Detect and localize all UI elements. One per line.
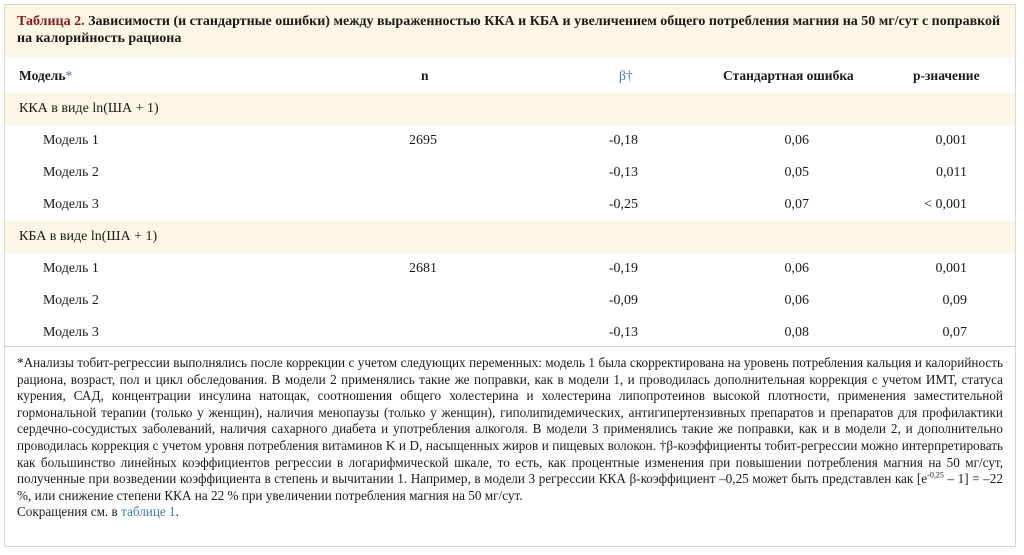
cell-beta: -0,13	[608, 165, 638, 180]
column-header-model	[19, 68, 72, 84]
cell-beta: -0,13	[608, 325, 638, 340]
footnote-divider	[5, 346, 1015, 347]
group-label: ККА в виде ln(ША + 1)	[19, 101, 159, 116]
group-row-kba	[5, 221, 1015, 253]
cell-p-value: < 0,001	[924, 197, 967, 212]
table-row	[5, 253, 1015, 285]
footnote-main	[17, 355, 1003, 504]
cell-n: 2695	[409, 133, 437, 148]
table-row	[5, 125, 1015, 157]
footnote-marker-dagger[interactable]: †	[625, 68, 633, 83]
cell-model: Модель 3	[43, 197, 99, 212]
group-label: КБА в виде ln(ША + 1)	[19, 229, 158, 244]
abbreviations-suffix: .	[175, 504, 179, 520]
footnote-text: *Анализы тобит-регрессии выполнялись после коррекции с учетом следующих переменных: модель 1 была скорректирована на уровень потребления кальция и калорийность рациона, возраст, пол и цикл обследования. В модели 2 применялись такие же поправки, как в модели 1, и проводилась дополнительная коррекция с учетом ИМТ, статуса курения, САД, концентрации инсулина натощак, соотношения общего холестерина и холестерина липопротеинов высокой плотности, применения заместительной гормональной терапии (только у женщин), наличия менопаузы (только у женщин), гиполипидемических, антигипертензивных препаратов и препаратов для профилактики сердечно-сосудистых заболеваний, наличия сахарного диабета и употребления алкоголя. В модели 3 применялись такие же поправки, как и в модели 2, и дополнительно проводилась коррекция с учетом уровня потребления витаминов K и D, насыщенных жиров и пищевых волокон. †β-коэффициенты тобит-регрессии можно интерпретировать как большинство линейных коэффициентов регрессии в логарифмической шкале, то есть, как процентные изменения при повышении потребления магния на 50 мг/сут, полученные при возведении коэффициента в степень и вычитании 1. Например, в модели 3 регрессии ККА β-коэффициент –0,25 может быть представлен как [e	[17, 355, 1003, 487]
cell-model: Модель 2	[43, 293, 99, 308]
cell-model: Модель 1	[43, 133, 99, 148]
group-row-kka	[5, 93, 1015, 125]
cell-standard-error: 0,06	[784, 293, 809, 308]
cell-beta: -0,09	[608, 293, 638, 308]
cell-p-value: 0,09	[942, 293, 967, 308]
cell-beta: -0,25	[608, 197, 638, 212]
cell-standard-error: 0,07	[784, 197, 809, 212]
table-caption-box	[5, 5, 1015, 57]
abbreviations-prefix: Сокращения см. в	[17, 504, 122, 520]
column-header-p-value: р-значение	[913, 68, 980, 83]
footnote-exponent: -0,25	[927, 470, 944, 480]
cell-standard-error: 0,05	[784, 165, 809, 180]
column-header-model-label: Модель	[19, 68, 66, 83]
column-header-beta	[619, 68, 633, 84]
column-header-n: n	[421, 68, 429, 83]
table-row	[5, 317, 1015, 349]
column-header-beta-label: β	[619, 68, 626, 83]
cell-standard-error: 0,06	[784, 261, 809, 276]
cell-beta: -0,19	[608, 261, 638, 276]
table-footnotes	[17, 355, 1003, 521]
cell-model: Модель 3	[43, 325, 99, 340]
cell-p-value: 0,07	[942, 325, 967, 340]
cell-beta: -0,18	[608, 133, 638, 148]
cell-p-value: 0,001	[935, 261, 967, 276]
cell-n: 2681	[409, 261, 437, 276]
cell-model: Модель 1	[43, 261, 99, 276]
cell-model: Модель 2	[43, 165, 99, 180]
cell-p-value: 0,011	[936, 165, 967, 180]
cell-standard-error: 0,06	[784, 133, 809, 148]
table-frame	[4, 4, 1016, 547]
abbreviations-note	[17, 504, 1003, 521]
footnote-marker-asterisk[interactable]: *	[65, 68, 73, 83]
table-row	[5, 189, 1015, 221]
table-caption-label: Таблица 2.	[17, 14, 85, 29]
table-1-link[interactable]: таблице 1	[121, 504, 176, 520]
footnote-text-end: – 1] = –22 %, или снижение степени ККА на 22 % при увеличении потребления магния на 50 мг/сут.	[17, 471, 1003, 503]
cell-p-value: 0,001	[935, 133, 967, 148]
table-header-row	[5, 57, 1015, 94]
cell-standard-error: 0,08	[784, 325, 809, 340]
table-caption-text: Зависимости (и стандартные ошибки) между выраженностью ККА и КБА и увеличением общего потребления магния на 50 мг/сут с поправкой на калорийность рациона	[17, 14, 1001, 46]
column-header-standard-error: Стандартная ошибка	[723, 68, 854, 83]
table-row	[5, 157, 1015, 189]
table-caption	[17, 13, 1002, 47]
table-row	[5, 285, 1015, 317]
